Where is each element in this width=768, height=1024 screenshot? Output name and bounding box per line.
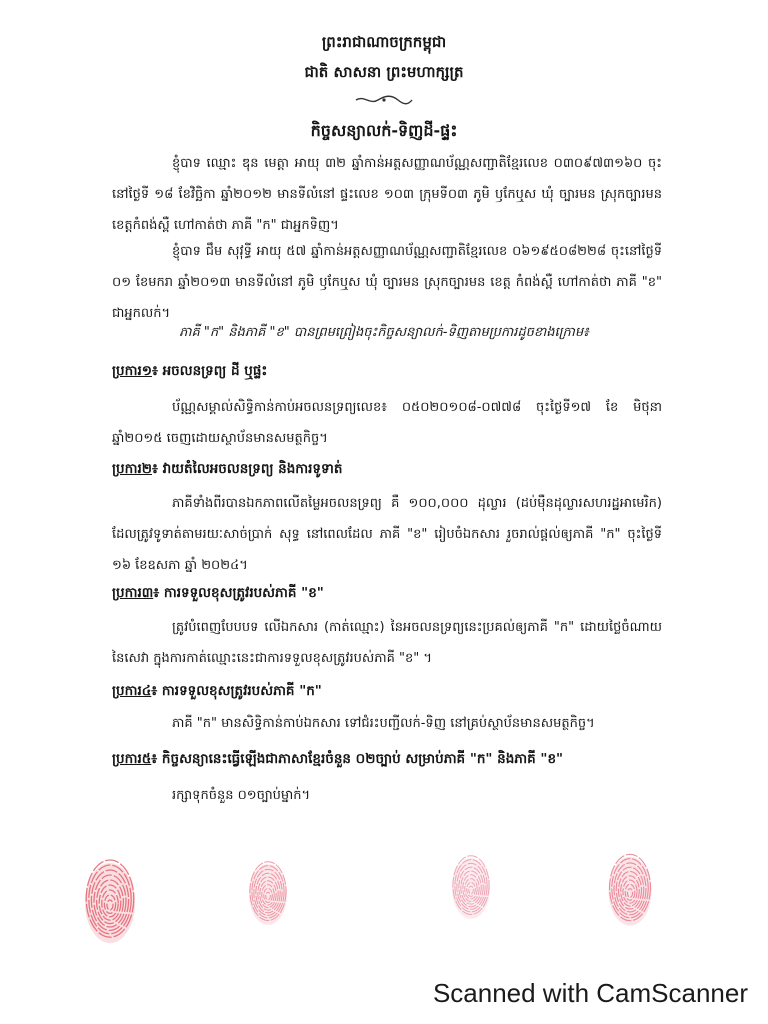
article-1-heading xyxy=(112,360,267,382)
seller-paragraph: ខ្ញុំបាទ ឈ្មោះ ឌុន មេត្តា អាយុ ៣២ ឆ្នាំកាន់អត្តសញ្ញាណប័ណ្ណសញ្ជាតិខ្មែរលេខ ០៣០៩៧៣១៦០ ចុះនៅថ្ងៃទី ១៨ ខែវិច្ឆិកា ឆ្នាំ២០១២ មានទីលំនៅ ផ្ទះលេខ ១០៣ ក្រុមទី០៣ ភូមិ ឫកែឬស ឃុំ ច្បារមន ស្រុកច្បារមន ខេត្តកំពង់ស្ពឺ ហៅកាត់ថា ភាគី "ក" ជាអ្នកទិញ។ xyxy=(112,156,662,233)
fingerprint-3-mark xyxy=(446,852,496,928)
camscanner-watermark: Scanned with CamScanner xyxy=(432,978,748,1008)
ornament-divider xyxy=(354,92,414,106)
article-3-body: ត្រូវបំពេញបែបបទ លើឯកសារ (កាត់ឈ្មោះ) នៃអចលនទ្រព្យនេះប្រគល់ឲ្យភាគី "ក" ដោយថ្លៃចំណាយ នៃសេវា ក្នុងការកាត់ឈ្មោះនេះជាការទទួលខុសត្រូវរបស់ភាគី "ខ" ។ xyxy=(112,620,662,666)
article-5-heading xyxy=(112,748,563,770)
article-2-label: ប្រការ២ xyxy=(112,461,152,477)
article-4-title: ៖ ការទទួលខុសត្រូវរបស់ភាគី "ក" xyxy=(151,683,322,699)
article-5-body: រក្សាទុកចំនួន ០១ច្បាប់ម្នាក់។ xyxy=(172,788,311,803)
fingerprint-2 xyxy=(240,858,296,938)
article-5-label: ប្រការ៥ xyxy=(112,751,152,767)
buyer-paragraph: ខ្ញុំបាទ ជឹម សុវុទ្ធី អាយុ ៥៧ ឆ្នាំកាន់អត្តសញ្ញាណប័ណ្ណសញ្ជាតិខ្មែរលេខ ០៦១៩៥០៨២២៨ ចុះនៅថ្ងៃទី ០១ ខែមករា ឆ្នាំ២០១៣ មានទីលំនៅ ភូមិ ឫកែឬស ឃុំ ច្បារមន ស្រុកច្បារមន ខេត្ត កំពង់ស្ពឺ ហៅកាត់ថា ភាគី "ខ" ជាអ្នកលក់។ xyxy=(112,244,662,321)
fingerprint-2-mark xyxy=(240,858,296,934)
article-1-title: ៖ អចលនទ្រព្យ ដី ឬផ្ទះ xyxy=(151,363,268,379)
article-1-label: ប្រការ១ xyxy=(112,363,152,379)
contract-title: កិច្ចសន្យាលក់-ទិញដី-ផ្ទះ xyxy=(310,121,458,140)
article-4-body: ភាគី "ក" មានសិទ្ធិកាន់កាប់ឯកសារ ទៅជំរះបញ្ជីលក់-ទិញ នៅគ្រប់ស្ថាប័នមានសមត្ថកិច្ច។ xyxy=(172,716,595,731)
article-3-title: ៖ ការទទួលខុសត្រូវរបស់ភាគី "ខ" xyxy=(153,585,324,601)
fingerprint-1-mark xyxy=(82,855,138,955)
fingerprint-1 xyxy=(82,855,138,959)
article-2-heading xyxy=(112,458,342,480)
fingerprint-4 xyxy=(598,850,662,940)
article-4-label: ប្រការ៤ xyxy=(112,683,152,699)
fingerprint-4-mark xyxy=(598,850,662,936)
article-3-label: ប្រការ៣ xyxy=(112,585,154,601)
article-3-heading xyxy=(112,582,324,604)
article-2-title: ៖ វាយតំលៃអចលនទ្រព្យ និងការទូទាត់ xyxy=(151,461,343,477)
kingdom-heading: ព្រះរាជាណាចក្រកម្ពុជា xyxy=(321,33,447,51)
article-4-heading xyxy=(112,680,322,702)
agreement-intro: ភាគី "ក" និងភាគី "ខ" បានព្រមព្រៀងចុះកិច្ចសន្យាលក់-ទិញតាមប្រការដូចខាងក្រោម៖ xyxy=(179,325,589,340)
national-motto: ជាតិ សាសនា ព្រះមហាក្សត្រ xyxy=(304,63,464,81)
article-2-body: ភាគីទាំងពីរបានឯកភាពលើតម្លៃអចលនទ្រព្យ គឺ ១០០,០០០ ដុល្លារ (ដប់ម៉ឺនដុល្លារសហរដ្ឋអាមេរិក) ដែលត្រូវទូទាត់តាមរយៈសាច់ប្រាក់ សុទ្ធ នៅពេលដែល ភាគី "ខ" រៀបចំឯកសារ រួចរាល់ផ្តល់ឲ្យភាគី "ក" ចុះថ្ងៃទី ១៦ ខែឧសភា ឆ្នាំ ២០២៤។ xyxy=(112,496,662,573)
article-5-title: ៖ កិច្ចសន្យានេះធ្វើឡើងជាភាសាខ្មែរចំនួន ០២ច្បាប់ សម្រាប់ភាគី "ក" និងភាគី "ខ" xyxy=(151,751,564,767)
fingerprint-3 xyxy=(446,852,496,932)
article-1-body: ប័ណ្ណសម្គាល់សិទ្ធិកាន់កាប់អចលនទ្រព្យលេខ៖ ០៥០២០១០៨-០៧៧៨ ចុះថ្ងៃទី១៧ ខែ មិថុនា ឆ្នាំ២០១៥ ចេញដោយស្ថាប័នមានសមត្ថកិច្ច។ xyxy=(112,400,662,446)
